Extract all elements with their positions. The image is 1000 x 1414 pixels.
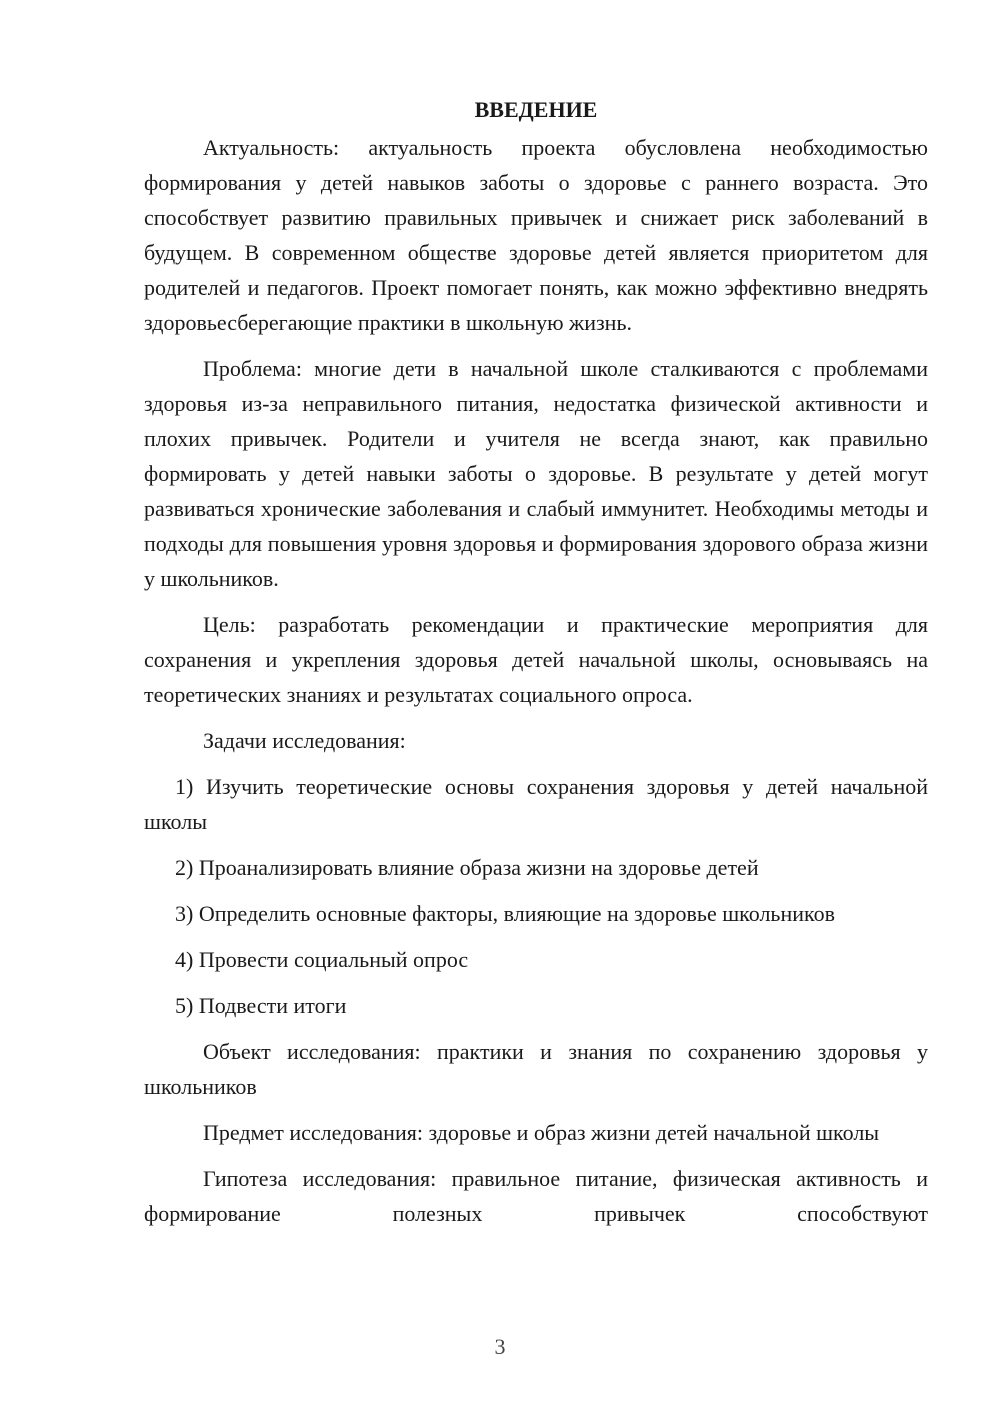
- object-paragraph: Объект исследования: практики и знания по сохранению здоровья у школьников: [144, 1039, 928, 1099]
- goal-paragraph: Цель: разработать рекомендации и практические мероприятия для сохранения и укрепления здоровья детей начальной школы, основываясь на теоретических знаниях и результатах социального опроса.: [144, 612, 928, 707]
- tasks-heading: Задачи исследования:: [203, 728, 406, 753]
- page-title: ВВЕДЕНИЕ: [474, 97, 598, 122]
- page-content: [144, 92, 928, 1231]
- task-item-5: 5) Подвести итоги: [175, 993, 347, 1018]
- hypothesis-paragraph: Гипотеза исследования: правильное питание, физическая активность и формирование полезных привычек способствуют: [144, 1166, 928, 1226]
- task-item-2: 2) Проанализировать влияние образа жизни на здоровье детей: [175, 855, 759, 880]
- relevance-paragraph: Актуальность: актуальность проекта обусловлена необходимостью формирования у детей навыков заботы о здоровье с раннего возраста. Это способствует развитию правильных привычек и снижает риск заболеваний в будущем. В современном обществе здоровье детей является приоритетом для родителей и педагогов. Проект помогает понять, как можно эффективно внедрять здоровьесберегающие практики в школьную жизнь.: [144, 135, 928, 335]
- page-number: 3: [494, 1334, 506, 1359]
- task-item-1: 1) Изучить теоретические основы сохранения здоровья у детей начальной школы: [144, 774, 928, 834]
- problem-paragraph: Проблема: многие дети в начальной школе сталкиваются с проблемами здоровья из-за неправильного питания, недостатка физической активности и плохих привычек. Родители и учителя не всегда знают, как правильно формировать у детей навыки заботы о здоровье. В результате у детей могут развиваться хронические заболевания и слабый иммунитет. Необходимы методы и подходы для повышения уровня здоровья и формирования здорового образа жизни у школьников.: [144, 356, 928, 591]
- task-item-4: 4) Провести социальный опрос: [175, 947, 469, 972]
- task-item-3: 3) Определить основные факторы, влияющие на здоровье школьников: [175, 901, 835, 926]
- subject-paragraph: Предмет исследования: здоровье и образ жизни детей начальной школы: [203, 1120, 880, 1145]
